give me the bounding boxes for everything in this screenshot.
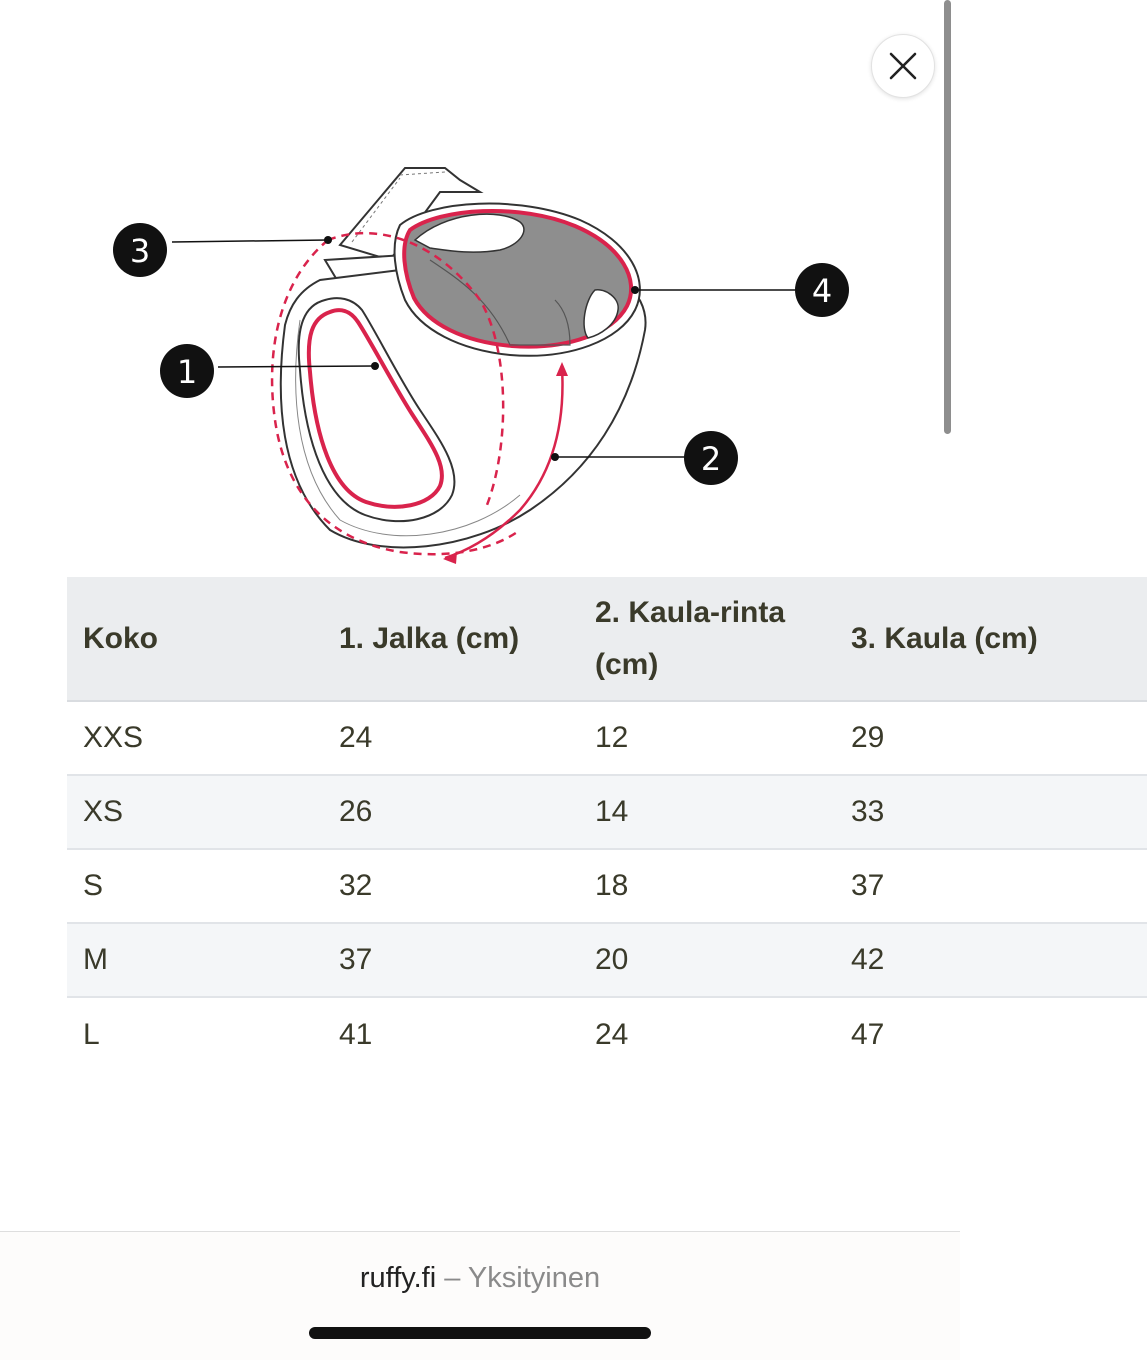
cell-value: 42 [851, 943, 885, 976]
table-row [67, 923, 1147, 997]
svg-text:2: 2 [700, 440, 722, 478]
cell-value: 14 [595, 795, 629, 828]
size-table-scroll[interactable] [67, 577, 1038, 1071]
table-row [67, 849, 1147, 923]
cell-size: XXS [83, 721, 144, 754]
cell-value: 37 [851, 869, 885, 902]
cell-value: 47 [851, 1017, 885, 1051]
size-table [67, 577, 1147, 1071]
cell-size: XS [83, 795, 124, 828]
site-domain: ruffy.fi [359, 1262, 437, 1294]
cell-size: L [83, 1017, 100, 1051]
cell-value: 29 [851, 721, 885, 754]
table-header-row [67, 577, 1147, 701]
marker-3 [113, 223, 167, 277]
header-jalka: 1. Jalka (cm) [339, 621, 520, 655]
marker-2 [684, 431, 738, 485]
table-row [67, 701, 1147, 775]
table-row [67, 775, 1147, 849]
cell-value: 37 [339, 943, 373, 976]
cell-value: 33 [851, 795, 885, 828]
close-icon [888, 51, 918, 81]
separator: – [444, 1262, 461, 1294]
cell-value: 18 [595, 869, 629, 902]
marker-4 [795, 263, 849, 317]
cell-value: 20 [595, 943, 629, 976]
cell-size: M [83, 943, 108, 976]
scrollbar[interactable] [944, 0, 951, 434]
header-kaula-rinta: 2. Kaula-rinta (cm) [595, 595, 786, 681]
cell-value: 24 [339, 721, 373, 754]
svg-text:1: 1 [176, 353, 198, 391]
svg-text:3: 3 [129, 232, 151, 270]
url-bar[interactable] [0, 1262, 960, 1295]
cell-size: S [83, 869, 104, 902]
header-koko: Koko [83, 621, 158, 655]
table-row [67, 997, 1147, 1071]
close-button[interactable] [871, 34, 935, 98]
cell-value: 32 [339, 869, 373, 902]
harness-measurement-diagram [100, 150, 860, 570]
private-mode-label: Yksityinen [467, 1262, 601, 1294]
home-indicator[interactable] [309, 1327, 651, 1339]
marker-1 [160, 344, 214, 398]
header-kaula: 3. Kaula (cm) [851, 621, 1038, 655]
cell-value: 24 [595, 1017, 629, 1051]
svg-text:4: 4 [811, 272, 833, 310]
cell-value: 26 [339, 795, 373, 828]
cell-value: 41 [339, 1017, 373, 1051]
browser-footer [0, 1231, 960, 1360]
cell-value: 12 [595, 721, 629, 754]
